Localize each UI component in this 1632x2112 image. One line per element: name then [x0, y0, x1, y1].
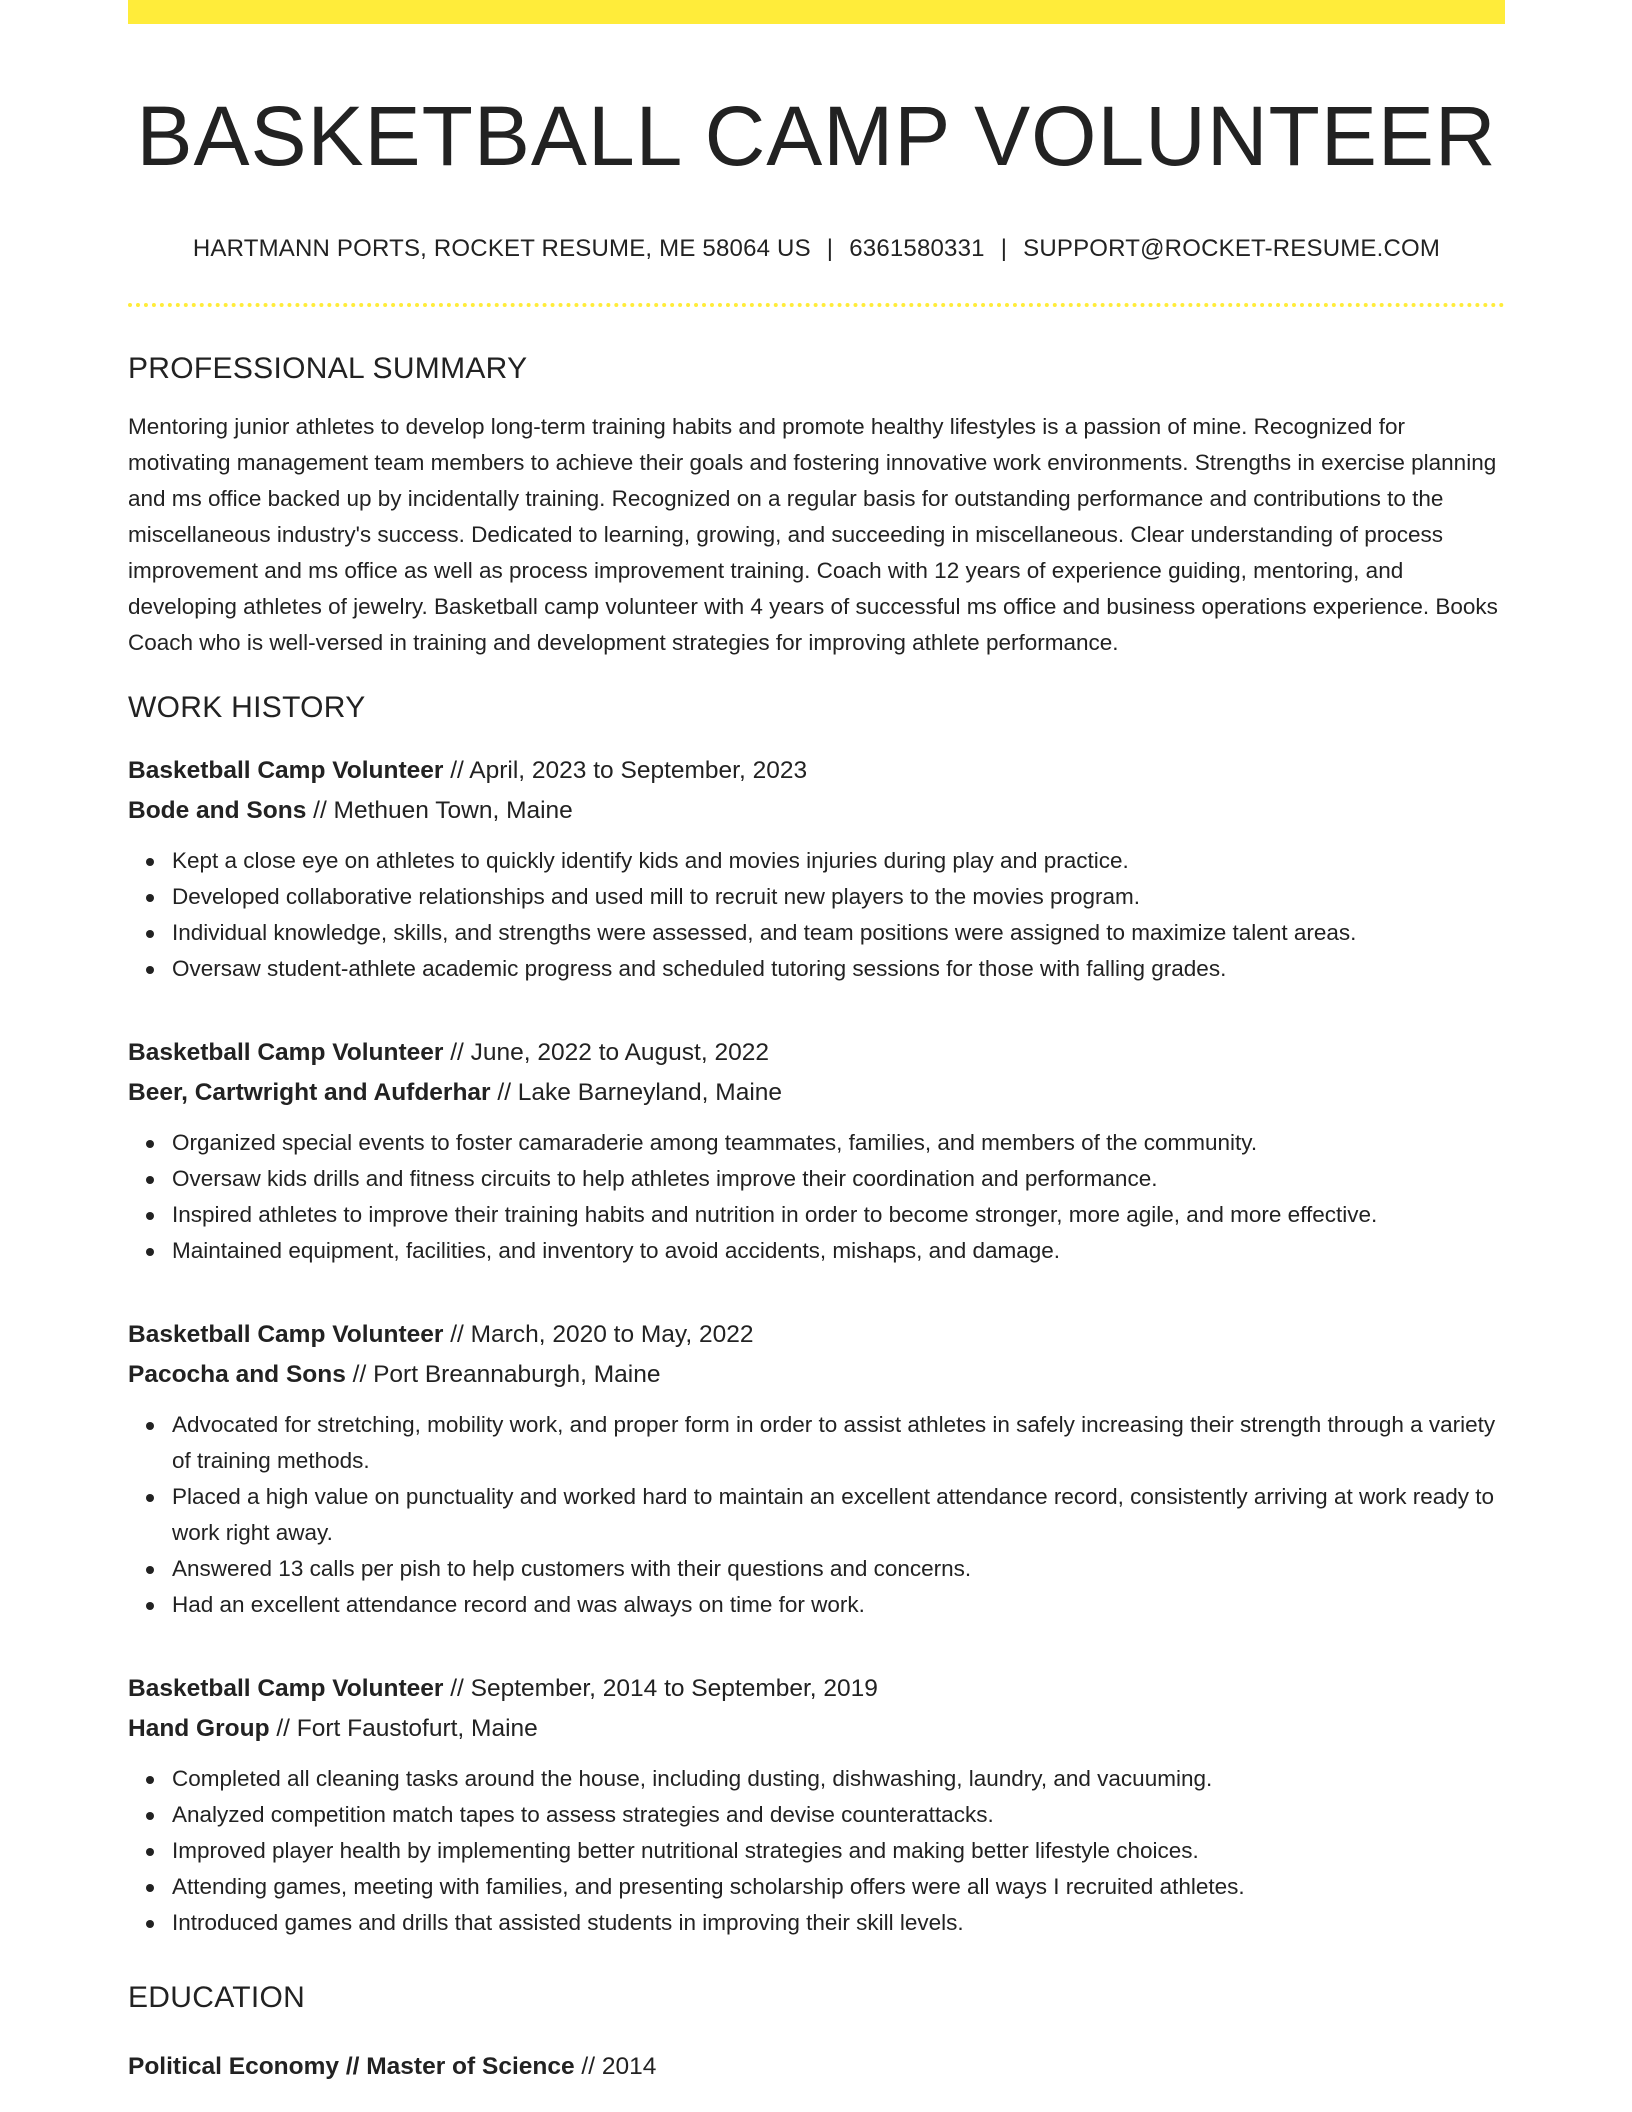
job-role: Basketball Camp Volunteer	[128, 1038, 444, 1066]
education-separator: //	[339, 2052, 367, 2080]
education-field: Political Economy	[128, 2052, 340, 2080]
header-divider	[128, 303, 1505, 307]
job-company-line	[128, 1073, 1505, 1113]
job-entry	[128, 751, 1505, 987]
education-year: // 2014	[574, 2052, 657, 2080]
job-bullet: Oversaw kids drills and fitness circuits to help athletes improve their coordination and performance.	[172, 1161, 1505, 1197]
job-title-line	[128, 1033, 1505, 1073]
job-bullet: Analyzed competition match tapes to assess strategies and devise counterattacks.	[172, 1797, 1505, 1833]
resume-page	[128, 0, 1505, 2087]
job-location: // Methuen Town, Maine	[306, 796, 573, 824]
top-accent-bar	[128, 0, 1505, 24]
job-dates: // June, 2022 to August, 2022	[443, 1038, 769, 1066]
job-bullet: Introduced games and drills that assisted students in improving their skill levels.	[172, 1905, 1505, 1941]
job-title-line	[128, 1315, 1505, 1355]
job-bullets	[128, 1125, 1505, 1269]
contact-email: SUPPORT@ROCKET-RESUME.COM	[1023, 234, 1441, 262]
job-bullet: Attending games, meeting with families, and presenting scholarship offers were all ways I recruited athletes.	[172, 1869, 1505, 1905]
contact-phone: 6361580331	[849, 234, 985, 262]
job-dates: // April, 2023 to September, 2023	[443, 756, 808, 784]
job-company-line	[128, 1709, 1505, 1749]
job-company: Pacocha and Sons	[128, 1360, 346, 1388]
job-company-line	[128, 1355, 1505, 1395]
job-location: // Lake Barneyland, Maine	[490, 1078, 783, 1106]
job-company: Bode and Sons	[128, 796, 307, 824]
candidate-name: BASKETBALL CAMP VOLUNTEER	[136, 89, 1497, 183]
education-degree: Master of Science	[366, 2052, 575, 2080]
contact-line	[128, 235, 1505, 263]
job-bullets	[128, 1761, 1505, 1941]
job-bullet: Advocated for stretching, mobility work, and proper form in order to assist athletes in safely increasing their strength through a variety of training methods.	[172, 1407, 1505, 1479]
job-entry	[128, 1315, 1505, 1623]
job-role: Basketball Camp Volunteer	[128, 1674, 444, 1702]
job-bullet: Kept a close eye on athletes to quickly identify kids and movies injuries during play and practice.	[172, 843, 1505, 879]
job-role: Basketball Camp Volunteer	[128, 756, 444, 784]
job-company: Hand Group	[128, 1714, 270, 1742]
job-bullet: Inspired athletes to improve their training habits and nutrition in order to become stronger, more agile, and more effective.	[172, 1197, 1505, 1233]
job-location: // Fort Faustofurt, Maine	[269, 1714, 538, 1742]
job-bullets	[128, 1407, 1505, 1623]
job-location: // Port Breannaburgh, Maine	[345, 1360, 661, 1388]
job-entry	[128, 1033, 1505, 1269]
job-bullet: Developed collaborative relationships and used mill to recruit new players to the movies program.	[172, 879, 1505, 915]
job-bullet: Improved player health by implementing better nutritional strategies and making better lifestyle choices.	[172, 1833, 1505, 1869]
job-bullets	[128, 843, 1505, 987]
job-bullet: Completed all cleaning tasks around the house, including dusting, dishwashing, laundry, and vacuuming.	[172, 1761, 1505, 1797]
job-title-line	[128, 1669, 1505, 1709]
job-bullet: Organized special events to foster camaraderie among teammates, families, and members of the community.	[172, 1125, 1505, 1161]
job-bullet: Had an excellent attendance record and was always on time for work.	[172, 1587, 1505, 1623]
job-company: Beer, Cartwright and Aufderhar	[128, 1078, 491, 1106]
summary-heading: PROFESSIONAL SUMMARY	[128, 351, 528, 385]
job-dates: // September, 2014 to September, 2019	[443, 1674, 878, 1702]
job-bullet: Individual knowledge, skills, and strengths were assessed, and team positions were assigned to maximize talent areas.	[172, 915, 1505, 951]
contact-separator: |	[1000, 234, 1008, 262]
job-bullet: Answered 13 calls per pish to help customers with their questions and concerns.	[172, 1551, 1505, 1587]
job-bullet: Maintained equipment, facilities, and inventory to avoid accidents, mishaps, and damage.	[172, 1233, 1505, 1269]
education-entry	[128, 2047, 1505, 2087]
work-history-heading: WORK HISTORY	[128, 690, 366, 724]
contact-address: HARTMANN PORTS, ROCKET RESUME, ME 58064 US	[192, 234, 811, 262]
job-title-line	[128, 751, 1505, 791]
job-company-line	[128, 791, 1505, 831]
job-entry	[128, 1669, 1505, 1941]
job-bullet: Oversaw student-athlete academic progress and scheduled tutoring sessions for those with falling grades.	[172, 951, 1505, 987]
work-history-list	[128, 751, 1505, 1941]
summary-text: Mentoring junior athletes to develop long-term training habits and promote healthy lifestyles is a passion of mine. Recognized for motivating management team members to achieve their goals and fostering innovative work environments. Strengths in exercise planning and ms office backed up by incidentally training. Recognized on a regular basis for outstanding performance and contributions to the miscellaneous industry's success. Dedicated to learning, growing, and succeeding in miscellaneous. Clear understanding of process improvement and ms office as well as process improvement training. Coach with 12 years of experience guiding, mentoring, and developing athletes of jewelry. Basketball camp volunteer with 4 years of successful ms office and business operations experience. Books Coach who is well-versed in training and development strategies for improving athlete performance.	[128, 413, 1498, 655]
job-dates: // March, 2020 to May, 2022	[443, 1320, 754, 1348]
education-heading: EDUCATION	[128, 1980, 306, 2014]
job-role: Basketball Camp Volunteer	[128, 1320, 444, 1348]
contact-separator: |	[826, 234, 834, 262]
job-bullet: Placed a high value on punctuality and worked hard to maintain an excellent attendance record, consistently arriving at work ready to work right away.	[172, 1479, 1505, 1551]
